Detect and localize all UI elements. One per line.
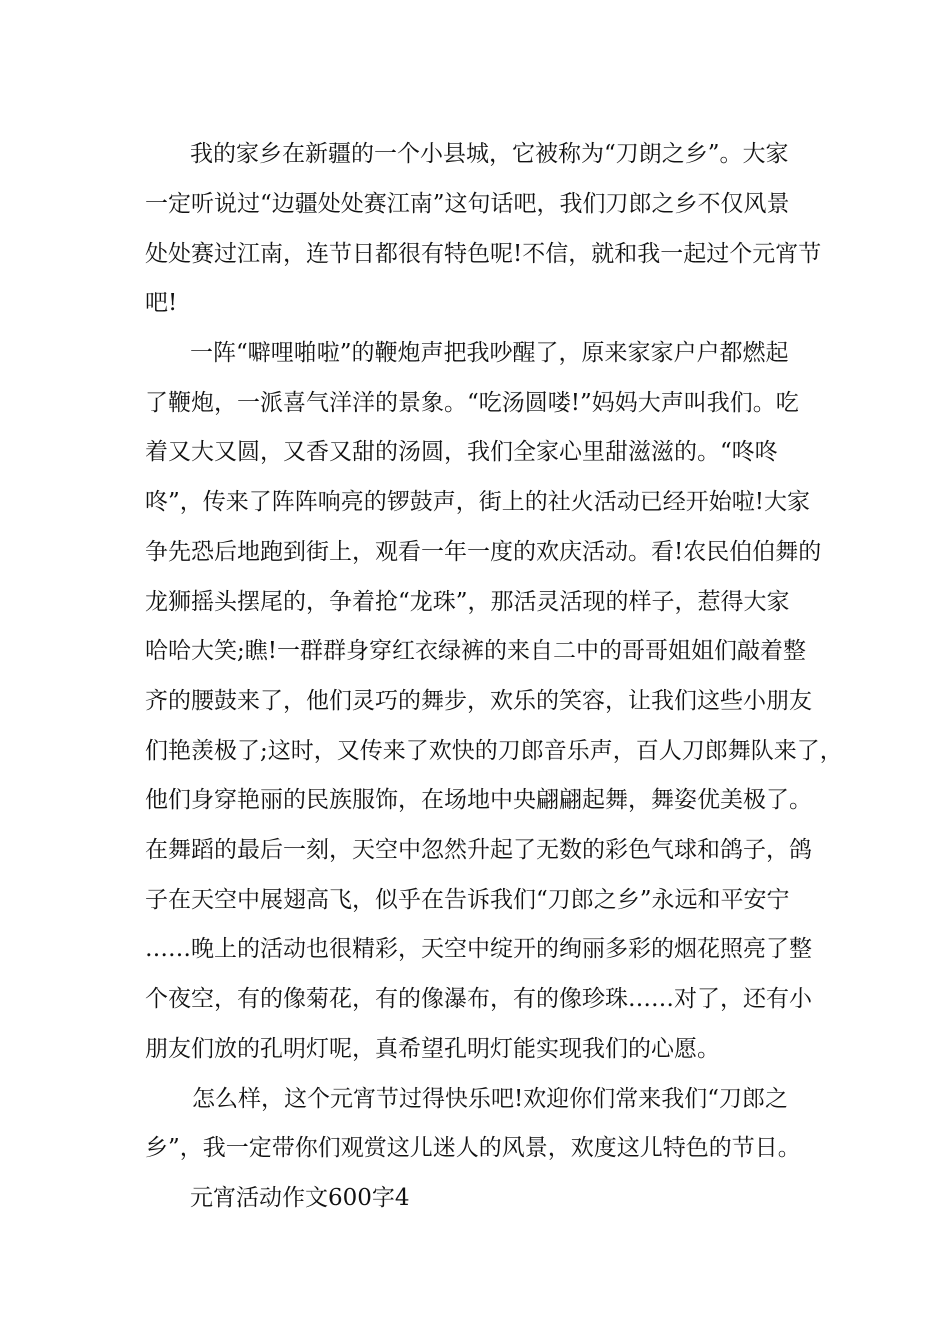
para2-line7: 哈哈大笑;瞧!一群群身穿红衣绿裤的来自二中的哥哥姐姐们敲着整 [145, 638, 806, 664]
para1-line2: 一定听说过“边疆处处赛江南”这句话吧，我们刀郎之乡不仅风景 [145, 191, 790, 217]
para2-line11: 在舞蹈的最后一刻，天空中忽然升起了无数的彩色气球和鸽子，鸽 [145, 837, 812, 863]
para2-line10: 他们身穿艳丽的民族服饰，在场地中央翩翩起舞，舞姿优美极了。 [145, 787, 812, 813]
para2-line6: 龙狮摇头摆尾的，争着抢“龙珠”，那活灵活现的样子，惹得大家 [145, 589, 790, 615]
para2-line12: 子在天空中展翅高飞，似乎在告诉我们“刀郎之乡”永远和平安宁 [145, 887, 790, 913]
para2-line15: 朋友们放的孔明灯呢，真希望孔明灯能实现我们的心愿。 [145, 1036, 720, 1062]
para2-line9: 们艳羡极了;这时，又传来了欢快的刀郎音乐声，百人刀郎舞队来了， [145, 738, 843, 764]
para2-line13: ……晚上的活动也很精彩，天空中绽开的绚丽多彩的烟花照亮了整 [145, 936, 812, 962]
para2-line5: 争先恐后地跑到街上，观看一年一度的欢庆活动。看!农民伯伯舞的 [145, 539, 822, 565]
para2-line4: 咚”，传来了阵阵响亮的锣鼓声，街上的社火活动已经开始啦!大家 [145, 489, 811, 515]
para1-line3: 处处赛过江南，连节日都很有特色呢!不信，就和我一起过个元宵节 [145, 241, 822, 267]
para3-line1: 怎么样，这个元宵节过得快乐吧!欢迎你们常来我们“刀郎之 [192, 1086, 789, 1112]
para3-line2: 乡”，我一定带你们观赏这儿迷人的风景，欢度这儿特色的节日。 [145, 1135, 801, 1161]
para2-line1: 一阵“噼哩啪啦”的鞭炮声把我吵醒了，原来家家户户都燃起 [190, 340, 789, 366]
section-heading: 元宵活动作文600字4 [190, 1185, 410, 1211]
para2-line8: 齐的腰鼓来了，他们灵巧的舞步，欢乐的笑容，让我们这些小朋友 [145, 688, 812, 714]
para1-line1: 我的家乡在新疆的一个小县城，它被称为“刀朗之乡”。大家 [190, 141, 789, 167]
para2-line2: 了鞭炮，一派喜气洋洋的景象。“吃汤圆喽!”妈妈大声叫我们。吃 [145, 390, 799, 416]
para1-line4: 吧! [145, 290, 178, 316]
para2-line3: 着又大又圆，又香又甜的汤圆，我们全家心里甜滋滋的。“咚咚 [145, 439, 778, 465]
para2-line14: 个夜空，有的像菊花，有的像瀑布，有的像珍珠……对了，还有小 [145, 986, 812, 1012]
